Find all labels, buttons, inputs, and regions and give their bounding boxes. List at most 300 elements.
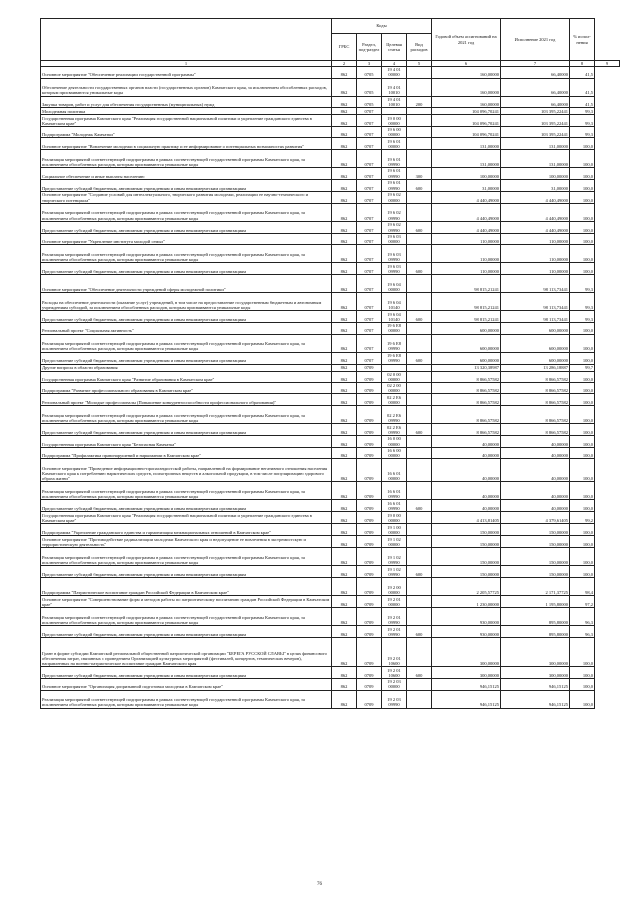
- row-annual-volume: 4 440,49000: [432, 203, 501, 221]
- row-expense-type: [407, 371, 432, 382]
- header-row-top: [41, 19, 620, 34]
- table-row: [41, 275, 620, 293]
- budget-table: [40, 18, 620, 709]
- row-name: Основное мероприятие "Совершенствование форм и методов работы по патриотическому воспитанию граждан Российской Федерации в Камчатском крае": [41, 596, 332, 608]
- table-row: [41, 334, 620, 352]
- row-name: Предоставление субсидий бюджетным, автономным учреждениям и иным некоммерческим организациям: [41, 352, 332, 364]
- row-section: 0709: [357, 524, 382, 536]
- table-row: [41, 524, 620, 536]
- row-execution: 895,80000: [501, 608, 570, 626]
- row-grbs: 862: [332, 524, 357, 536]
- row-grbs: 862: [332, 323, 357, 334]
- row-expense-type: [407, 67, 432, 78]
- row-execution: 946,15125: [501, 690, 570, 708]
- row-expense-type: [407, 364, 432, 371]
- row-annual-volume: 946,15125: [432, 679, 501, 690]
- header-codes: Коды: [332, 19, 432, 34]
- row-name: Основное мероприятие "Обеспечение деятельности учреждений сферы молодежной политики": [41, 275, 332, 293]
- row-grbs: 862: [332, 311, 357, 323]
- row-expense-type: [407, 679, 432, 690]
- row-section: 0705: [357, 67, 382, 78]
- row-section: 0709: [357, 364, 382, 371]
- row-section: 0709: [357, 667, 382, 679]
- row-execution: 103 395,22441: [501, 108, 570, 115]
- table-row: [41, 424, 620, 436]
- row-expense-type: [407, 115, 432, 127]
- row-percent: 100,0: [570, 233, 595, 244]
- row-name: Основное мероприятие "Вовлечение молодежи в социальную практику и ее информирование о потенциальных возможностях развития": [41, 138, 332, 150]
- row-target-article: 19 4 01 10010: [382, 96, 407, 107]
- table-row: [41, 371, 620, 382]
- table-row: [41, 245, 620, 263]
- row-annual-volume: 100,00000: [432, 168, 501, 179]
- row-annual-volume: 600,00000: [432, 323, 501, 334]
- row-percent: 100,0: [570, 179, 595, 191]
- row-annual-volume: 8 866,57582: [432, 406, 501, 424]
- row-target-article: 19 6 04 10140: [382, 311, 407, 323]
- table-row: [41, 352, 620, 364]
- row-section: 0709: [357, 638, 382, 667]
- row-annual-volume: 104 096,70241: [432, 115, 501, 127]
- row-name: Предоставление субсидий бюджетным, автономным учреждениям и иным некоммерческим организациям: [41, 221, 332, 233]
- table-row: [41, 383, 620, 394]
- row-name: Предоставление субсидий бюджетным, автономным учреждениям и иным некоммерческим организациям: [41, 626, 332, 638]
- row-annual-volume: 4 440,49000: [432, 221, 501, 233]
- row-grbs: 862: [332, 150, 357, 168]
- row-target-article: 19 2 01 09990: [382, 608, 407, 626]
- row-percent: 100,0: [570, 323, 595, 334]
- row-execution: 40,00000: [501, 459, 570, 482]
- row-target-article: 19 6 03 00000: [382, 233, 407, 244]
- row-execution: 31,00000: [501, 179, 570, 191]
- header-expense-type: Вид расходов: [407, 34, 432, 61]
- row-expense-type: [407, 548, 432, 566]
- row-target-article: 19 1 02 09990: [382, 566, 407, 578]
- row-execution: 4 440,49000: [501, 221, 570, 233]
- row-target-article: 19 2 01 00000: [382, 596, 407, 608]
- row-execution: 300,00000: [501, 667, 570, 679]
- row-expense-type: [407, 524, 432, 536]
- row-expense-type: [407, 638, 432, 667]
- row-grbs: 862: [332, 96, 357, 107]
- row-execution: 40,00000: [501, 482, 570, 500]
- row-execution: 8 866,57582: [501, 394, 570, 406]
- row-grbs: 862: [332, 115, 357, 127]
- row-section: 0709: [357, 394, 382, 406]
- row-percent: 41,5: [570, 67, 595, 78]
- table-row: [41, 364, 620, 371]
- row-execution: 600,00000: [501, 334, 570, 352]
- row-execution: 8 866,57582: [501, 383, 570, 394]
- row-percent: 100,0: [570, 548, 595, 566]
- row-execution: 98 113,73441: [501, 275, 570, 293]
- table-row: [41, 263, 620, 275]
- row-annual-volume: 104 096,70241: [432, 127, 501, 138]
- table-row: [41, 78, 620, 96]
- row-name: Государственная программа Камчатского края "Реализация государственной национальной политики и укрепление гражданского единства в Камчатском крае": [41, 115, 332, 127]
- row-target-article: 16 6 01 09990: [382, 482, 407, 500]
- column-number: 9: [595, 61, 620, 67]
- row-section: 0707: [357, 191, 382, 203]
- row-annual-volume: 2 205,57725: [432, 578, 501, 596]
- row-grbs: 862: [332, 168, 357, 179]
- row-name: Грант в форме субсидии Камчатской региональной общественной патриотической организации "БЕРЕГА РУССКОЙ СЛАВЫ" в целях финансового обеспечения затрат, связанных с проведением Организацией культурных мероприятий (фестивалей, концертов, тематических вечеров), направленных на военно-патриотическое воспитание граждан Камчатского края: [41, 638, 332, 667]
- row-percent: 100,0: [570, 138, 595, 150]
- row-annual-volume: 150,00000: [432, 536, 501, 548]
- table-row: [41, 115, 620, 127]
- row-execution: 40,00000: [501, 500, 570, 512]
- page-number: 76: [317, 882, 322, 887]
- table-row: [41, 138, 620, 150]
- row-target-article: 19 6 01 00000: [382, 138, 407, 150]
- table-row: [41, 536, 620, 548]
- row-percent: 100,0: [570, 424, 595, 436]
- row-annual-volume: 300,00000: [432, 667, 501, 679]
- header-grbs: ГРБС: [332, 34, 357, 61]
- row-percent: 100,0: [570, 500, 595, 512]
- row-grbs: 862: [332, 690, 357, 708]
- row-section: 0709: [357, 548, 382, 566]
- row-annual-volume: 946,15125: [432, 690, 501, 708]
- row-section: 0707: [357, 168, 382, 179]
- table-row: [41, 578, 620, 596]
- row-execution: 150,00000: [501, 536, 570, 548]
- table-row: [41, 406, 620, 424]
- row-target-article: 19 1 00 00000: [382, 524, 407, 536]
- row-annual-volume: 110,00000: [432, 233, 501, 244]
- row-percent: 100,0: [570, 524, 595, 536]
- row-target-article: 19 6 00 00000: [382, 127, 407, 138]
- row-expense-type: [407, 536, 432, 548]
- row-section: 0707: [357, 221, 382, 233]
- row-annual-volume: 131,00000: [432, 138, 501, 150]
- row-section: 0709: [357, 679, 382, 690]
- row-execution: 98 113,73441: [501, 311, 570, 323]
- table-row: [41, 512, 620, 524]
- row-annual-volume: 160,00000: [432, 96, 501, 107]
- row-name: Реализация мероприятий соответствующей подпрограммы в рамках соответствующей государственной программы Камчатского края, за исключением обособленных расходов, которым присваиваются уникальные коды: [41, 334, 332, 352]
- table-row: [41, 67, 620, 78]
- row-percent: 41,5: [570, 78, 595, 96]
- row-grbs: 862: [332, 245, 357, 263]
- row-grbs: 862: [332, 275, 357, 293]
- row-execution: 8 866,57582: [501, 371, 570, 382]
- row-target-article: 19 0 00 00000: [382, 115, 407, 127]
- table-row: [41, 127, 620, 138]
- row-expense-type: [407, 394, 432, 406]
- row-name: Подпрограмма "Патриотическое воспитание граждан Российской Федерации в Камчатском крае": [41, 578, 332, 596]
- row-annual-volume: 4 413,81405: [432, 512, 501, 524]
- row-target-article: 19 2 03 00000: [382, 679, 407, 690]
- column-number: 4: [382, 61, 407, 67]
- row-grbs: 862: [332, 221, 357, 233]
- row-percent: 100,0: [570, 203, 595, 221]
- row-annual-volume: 104 096,70241: [432, 108, 501, 115]
- row-annual-volume: 8 866,57582: [432, 424, 501, 436]
- header-percent: % испол-нения: [570, 19, 595, 61]
- row-execution: 4 440,49000: [501, 203, 570, 221]
- row-grbs: 862: [332, 127, 357, 138]
- row-target-article: [382, 364, 407, 371]
- table-body: [41, 67, 620, 708]
- row-section: 0707: [357, 150, 382, 168]
- table-row: [41, 394, 620, 406]
- row-annual-volume: 40,00000: [432, 447, 501, 458]
- row-execution: 66,40000: [501, 78, 570, 96]
- row-expense-type: 600: [407, 566, 432, 578]
- row-section: 0709: [357, 436, 382, 447]
- row-grbs: 862: [332, 364, 357, 371]
- row-percent: 99,3: [570, 275, 595, 293]
- row-name: Предоставление субсидий бюджетным, автономным учреждениям и иным некоммерческим организациям: [41, 566, 332, 578]
- row-grbs: 862: [332, 352, 357, 364]
- column-number: 6: [432, 61, 501, 67]
- row-expense-type: 600: [407, 500, 432, 512]
- row-annual-volume: 98 815,21241: [432, 293, 501, 311]
- row-annual-volume: 98 815,21241: [432, 275, 501, 293]
- row-annual-volume: 8 866,57582: [432, 371, 501, 382]
- row-name: Реализация мероприятий соответствующей подпрограммы в рамках соответствующей государственной программы Камчатского края, за исключением обособленных расходов, которым присваиваются уникальные коды: [41, 482, 332, 500]
- row-section: 0709: [357, 536, 382, 548]
- row-percent: 100,0: [570, 459, 595, 482]
- row-annual-volume: 110,00000: [432, 245, 501, 263]
- header-execution: Исполнение 2021 год: [501, 19, 570, 61]
- row-percent: 99,7: [570, 364, 595, 371]
- row-grbs: 862: [332, 638, 357, 667]
- row-name: Реализация мероприятий соответствующей подпрограммы в рамках соответствующей государственной программы Камчатского края, за исключением обособленных расходов, которым присваиваются уникальные коды: [41, 406, 332, 424]
- row-grbs: 862: [332, 179, 357, 191]
- row-execution: 1 195,80000: [501, 596, 570, 608]
- row-percent: 100,0: [570, 191, 595, 203]
- row-annual-volume: 98 815,21241: [432, 311, 501, 323]
- row-annual-volume: 150,00000: [432, 524, 501, 536]
- row-section: 0709: [357, 596, 382, 608]
- row-grbs: 862: [332, 334, 357, 352]
- row-name: Предоставление субсидий бюджетным, автономным учреждениям и иным некоммерческим организациям: [41, 500, 332, 512]
- row-annual-volume: 1 230,00000: [432, 596, 501, 608]
- row-annual-volume: 150,00000: [432, 548, 501, 566]
- row-expense-type: 600: [407, 221, 432, 233]
- row-grbs: 862: [332, 406, 357, 424]
- table-row: [41, 436, 620, 447]
- table-header: [41, 19, 620, 67]
- row-target-article: 19 1 02 09990: [382, 548, 407, 566]
- column-number: 1: [41, 61, 332, 67]
- row-expense-type: [407, 150, 432, 168]
- row-execution: 150,00000: [501, 524, 570, 536]
- row-target-article: 02 2 Е6 00000: [382, 394, 407, 406]
- row-name: Основное мероприятие "Проведение информационно-пропагандистской работы, направленной на формирование негативного отношения населения Камчатского края к потреблению наркотических средств, психотропных веществ и алкогольной продукции, в том числе популяризацию здорового образа жизни": [41, 459, 332, 482]
- row-percent: 100,0: [570, 245, 595, 263]
- row-expense-type: 600: [407, 311, 432, 323]
- row-section: 0707: [357, 263, 382, 275]
- row-grbs: 862: [332, 263, 357, 275]
- row-percent: 100,0: [570, 383, 595, 394]
- row-grbs: 862: [332, 500, 357, 512]
- row-expense-type: [407, 127, 432, 138]
- row-section: 0707: [357, 323, 382, 334]
- row-annual-volume: 40,00000: [432, 459, 501, 482]
- row-target-article: 19 2 01 09990: [382, 626, 407, 638]
- row-section: 0707: [357, 108, 382, 115]
- row-grbs: 862: [332, 78, 357, 96]
- row-grbs: 862: [332, 394, 357, 406]
- row-target-article: 19 4 01 00000: [382, 67, 407, 78]
- header-target-article: Целевая статья: [382, 34, 407, 61]
- row-annual-volume: 40,00000: [432, 436, 501, 447]
- table-row: [41, 667, 620, 679]
- row-name: Подпрограмма "Молодежь Камчатки": [41, 127, 332, 138]
- row-section: 0707: [357, 245, 382, 263]
- row-section: 0707: [357, 127, 382, 138]
- header-name: [41, 19, 332, 61]
- row-target-article: 02 2 00 00000: [382, 383, 407, 394]
- row-name: Предоставление субсидий бюджетным, автономным учреждениям и иным некоммерческим организациям: [41, 667, 332, 679]
- row-grbs: 862: [332, 383, 357, 394]
- row-grbs: 862: [332, 512, 357, 524]
- row-execution: 110,00000: [501, 263, 570, 275]
- row-name: Реализация мероприятий соответствующей подпрограммы в рамках соответствующей государственной программы Камчатского края, за исключением обособленных расходов, которым присваиваются уникальные коды: [41, 245, 332, 263]
- row-grbs: 862: [332, 626, 357, 638]
- table-row: [41, 447, 620, 458]
- row-execution: 40,00000: [501, 436, 570, 447]
- row-section: 0707: [357, 138, 382, 150]
- row-target-article: 19 2 01 10600: [382, 638, 407, 667]
- row-annual-volume: 4 440,49000: [432, 191, 501, 203]
- row-target-article: 19 2 03 09990: [382, 690, 407, 708]
- row-annual-volume: 31,00000: [432, 179, 501, 191]
- row-target-article: 19 6 04 10140: [382, 293, 407, 311]
- row-expense-type: [407, 78, 432, 96]
- row-execution: 150,00000: [501, 566, 570, 578]
- row-section: 0709: [357, 406, 382, 424]
- table-row: [41, 323, 620, 334]
- row-percent: 96,3: [570, 608, 595, 626]
- row-execution: 300,00000: [501, 638, 570, 667]
- row-grbs: 862: [332, 548, 357, 566]
- column-number: 3: [357, 61, 382, 67]
- row-expense-type: [407, 512, 432, 524]
- row-section: 0709: [357, 500, 382, 512]
- row-target-article: 19 0 00 00000: [382, 512, 407, 524]
- row-name: Предоставление субсидий бюджетным, автономным учреждениям и иным некоммерческим организациям: [41, 179, 332, 191]
- row-expense-type: 600: [407, 667, 432, 679]
- row-name: Расходы на обеспечение деятельности (оказание услуг) учреждений, в том числе на предоставление государственным бюджетным и автономным учреждениям субсидий, за исключением обособленных расходов, которым присваиваются уникальные коды: [41, 293, 332, 311]
- row-annual-volume: 600,00000: [432, 334, 501, 352]
- row-section: 0707: [357, 352, 382, 364]
- row-grbs: 862: [332, 371, 357, 382]
- row-percent: 100,0: [570, 447, 595, 458]
- row-execution: 131,00000: [501, 150, 570, 168]
- row-target-article: 19 6 02 00000: [382, 191, 407, 203]
- row-percent: 100,0: [570, 263, 595, 275]
- row-grbs: 862: [332, 293, 357, 311]
- row-name: Основное мероприятие "Создание условий для интеллектуального, творческого развития молодежи, реализации ее научно-технического и творческого потенциала": [41, 191, 332, 203]
- row-annual-volume: 8 866,57582: [432, 383, 501, 394]
- row-annual-volume: 160,00000: [432, 67, 501, 78]
- row-name: Социальное обеспечение и иные выплаты населению: [41, 168, 332, 179]
- row-percent: 100,0: [570, 482, 595, 500]
- row-percent: 100,0: [570, 667, 595, 679]
- table-row: [41, 191, 620, 203]
- row-target-article: 16 6 00 00000: [382, 447, 407, 458]
- row-grbs: 862: [332, 679, 357, 690]
- row-execution: 2 171,37725: [501, 578, 570, 596]
- row-expense-type: [407, 233, 432, 244]
- row-percent: 99,3: [570, 115, 595, 127]
- row-execution: 103 395,22441: [501, 115, 570, 127]
- row-expense-type: [407, 245, 432, 263]
- row-percent: 99,2: [570, 512, 595, 524]
- table-row: [41, 108, 620, 115]
- row-target-article: 19 4 01 10010: [382, 78, 407, 96]
- row-annual-volume: 930,00000: [432, 608, 501, 626]
- row-percent: 100,0: [570, 406, 595, 424]
- row-expense-type: [407, 293, 432, 311]
- row-grbs: 862: [332, 203, 357, 221]
- row-execution: 150,00000: [501, 548, 570, 566]
- row-grbs: 862: [332, 138, 357, 150]
- table-row: [41, 548, 620, 566]
- row-execution: 103 395,22441: [501, 127, 570, 138]
- row-section: 0707: [357, 203, 382, 221]
- row-percent: 100,0: [570, 334, 595, 352]
- row-percent: 99,3: [570, 311, 595, 323]
- row-grbs: 862: [332, 459, 357, 482]
- row-percent: 100,0: [570, 679, 595, 690]
- row-section: 0707: [357, 115, 382, 127]
- row-name: Предоставление субсидий бюджетным, автономным учреждениям и иным некоммерческим организациям: [41, 263, 332, 275]
- row-annual-volume: 930,00000: [432, 626, 501, 638]
- row-annual-volume: 160,00000: [432, 78, 501, 96]
- row-target-article: 19 6 03 09990: [382, 245, 407, 263]
- row-target-article: 16 0 00 00000: [382, 436, 407, 447]
- table-row: [41, 566, 620, 578]
- row-expense-type: [407, 138, 432, 150]
- row-section: 0709: [357, 690, 382, 708]
- row-percent: 100,0: [570, 150, 595, 168]
- row-name: Государственная программа Камчатского края "Реализация государственной национальной политики и укрепление гражданского единства в Камчатском крае": [41, 512, 332, 524]
- row-annual-volume: 150,00000: [432, 566, 501, 578]
- row-grbs: 862: [332, 191, 357, 203]
- row-execution: 100,00000: [501, 168, 570, 179]
- row-grbs: 862: [332, 482, 357, 500]
- row-expense-type: [407, 482, 432, 500]
- table-row: [41, 221, 620, 233]
- row-expense-type: 200: [407, 96, 432, 107]
- row-expense-type: [407, 275, 432, 293]
- row-execution: 40,00000: [501, 447, 570, 458]
- row-expense-type: 600: [407, 424, 432, 436]
- row-execution: 66,40000: [501, 67, 570, 78]
- row-target-article: 19 6 02 09990: [382, 203, 407, 221]
- row-percent: 97,2: [570, 596, 595, 608]
- row-target-article: 02 2 Е6 09990: [382, 406, 407, 424]
- row-section: 0705: [357, 78, 382, 96]
- row-percent: 96,3: [570, 626, 595, 638]
- row-section: 0709: [357, 459, 382, 482]
- row-section: 0709: [357, 383, 382, 394]
- row-section: 0709: [357, 371, 382, 382]
- table-row: [41, 233, 620, 244]
- row-percent: 100,0: [570, 221, 595, 233]
- row-expense-type: [407, 459, 432, 482]
- row-execution: 110,00000: [501, 233, 570, 244]
- row-target-article: 19 6 04 00000: [382, 275, 407, 293]
- row-section: 0709: [357, 608, 382, 626]
- row-name: Подпрограмма "Развитие профессионального образования в Камчатском крае": [41, 383, 332, 394]
- row-target-article: 19 6 02 09990: [382, 221, 407, 233]
